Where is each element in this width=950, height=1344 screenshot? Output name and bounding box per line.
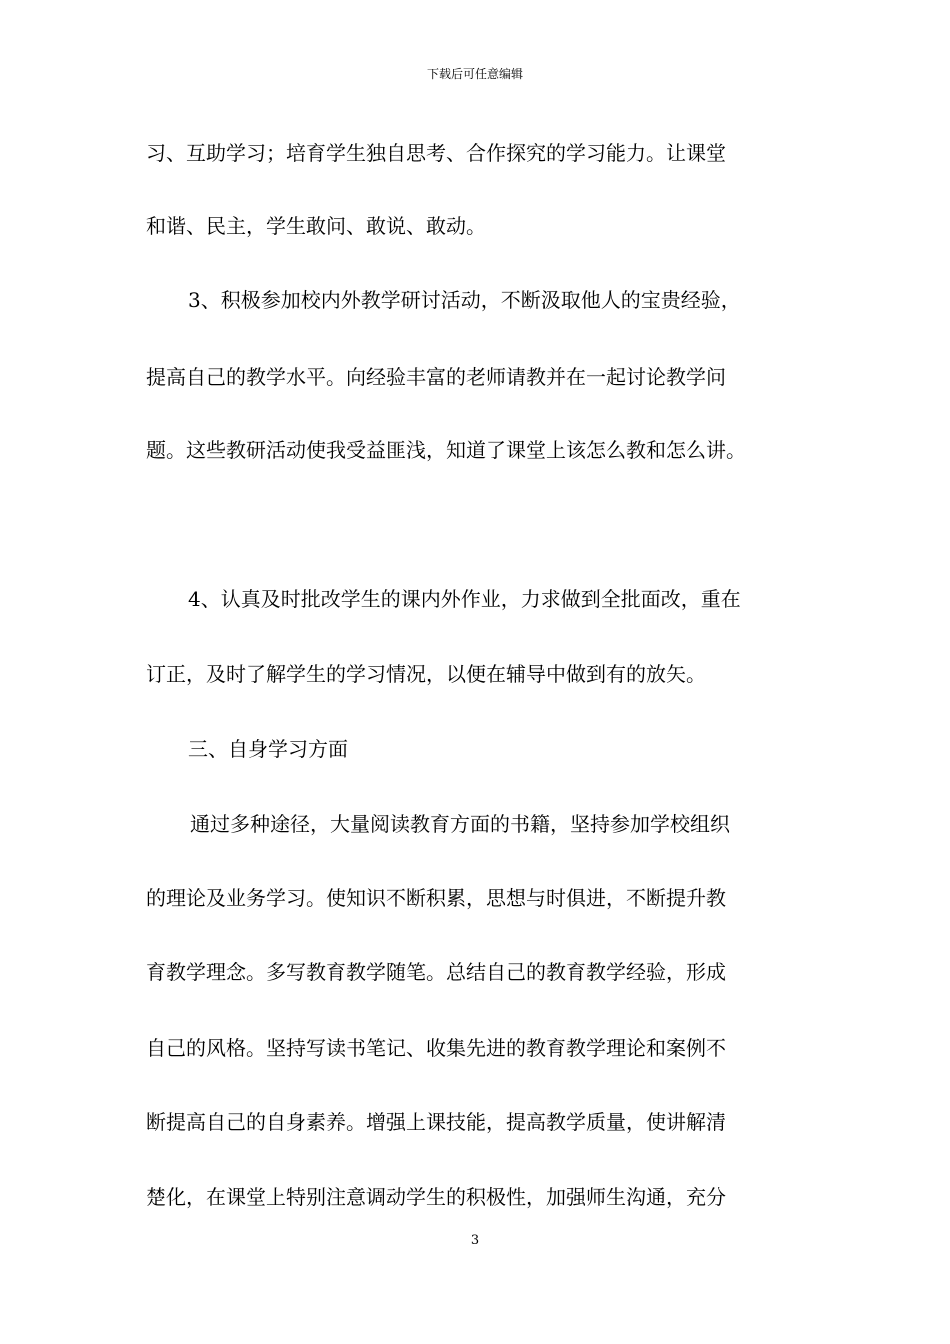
section-heading: 三、自身学习方面 bbox=[188, 737, 348, 761]
text-line: 楚化，在课堂上特别注意调动学生的积极性，加强师生沟通，充分 bbox=[146, 1185, 726, 1209]
page-number: 3 bbox=[470, 1233, 480, 1248]
text-line: 4、认真及时批改学生的课内外作业，力求做到全批面改，重在 bbox=[188, 587, 741, 611]
text-line: 提高自己的教学水平。向经验丰富的老师请教并在一起讨论教学问 bbox=[146, 365, 726, 389]
text-line: 育教学理念。多写教育教学随笔。总结自己的教育教学经验，形成 bbox=[146, 960, 726, 984]
text-line: 的理论及业务学习。使知识不断积累，思想与时俱进，不断提升教 bbox=[146, 886, 726, 910]
text-line: 断提高自己的自身素养。增强上课技能，提高教学质量，使讲解清 bbox=[146, 1110, 726, 1134]
text-line: 自己的风格。坚持写读书笔记、收集先进的教育教学理论和案例不 bbox=[146, 1036, 726, 1060]
text-line: 订正，及时了解学生的学习情况，以便在辅导中做到有的放矢。 bbox=[146, 662, 706, 686]
text-line: 题。这些教研活动使我受益匪浅，知道了课堂上该怎么教和怎么讲。 bbox=[146, 438, 746, 462]
page-header: 下载后可任意编辑 bbox=[426, 67, 523, 81]
text-line: 和谐、民主，学生敢问、敢说、敢动。 bbox=[146, 214, 486, 238]
text-line: 通过多种途径，大量阅读教育方面的书籍，坚持参加学校组织 bbox=[190, 812, 730, 836]
text-line: 习、互助学习；培育学生独自思考、合作探究的学习能力。让课堂 bbox=[146, 141, 726, 165]
text-line: 3、积极参加校内外教学研讨活动，不断汲取他人的宝贵经验， bbox=[188, 288, 741, 312]
